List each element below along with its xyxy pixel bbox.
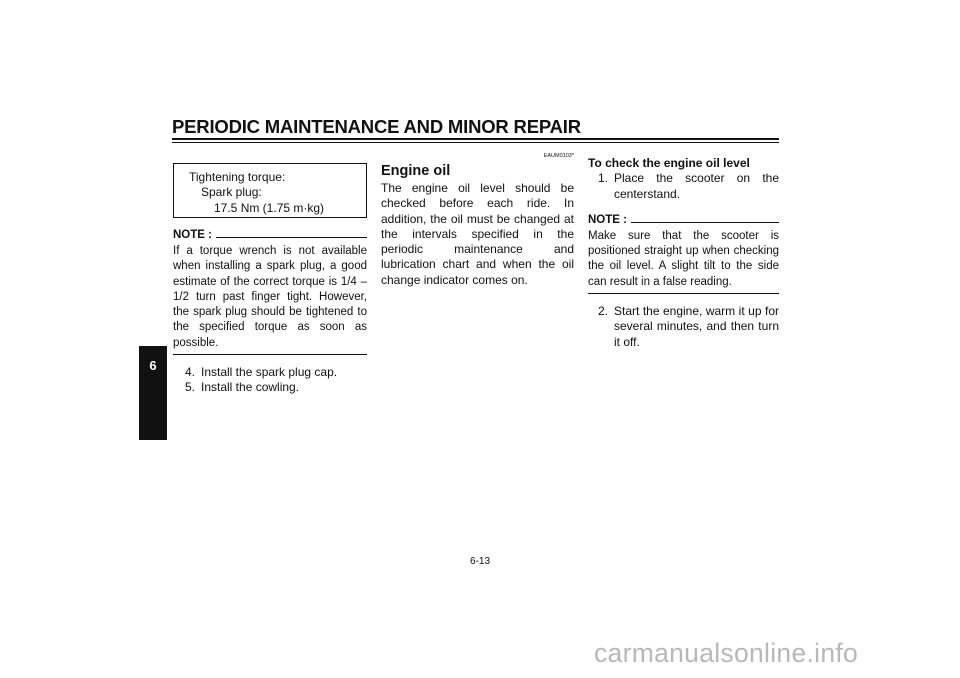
note-text: Make sure that the scooter is positioned straight up when checking the oil level. A slight tilt to the side can result in a false reading.: [588, 229, 779, 288]
note-label: NOTE :: [588, 213, 627, 226]
document-code: EAUM0103*: [543, 153, 574, 159]
subheading: To check the engine oil level: [588, 156, 750, 170]
chapter-tab: [139, 346, 167, 440]
step-number: 5.: [185, 380, 196, 395]
step-number: 4.: [185, 365, 196, 380]
note-rule: [631, 222, 779, 223]
right-column: [588, 156, 779, 350]
torque-value: 17.5 Nm (1.75 m·kg): [214, 200, 325, 215]
watermark: carmanualsonline.info: [594, 638, 859, 668]
left-column: [173, 163, 367, 396]
page-number: 6-13: [469, 556, 490, 567]
step-number: 2.: [598, 304, 609, 319]
torque-label: Tightening torque:: [189, 170, 286, 184]
note-label: NOTE :: [173, 228, 212, 241]
step-text: Install the spark plug cap.: [201, 365, 338, 380]
note-rule: [216, 237, 367, 238]
body-text: The engine oil level should be checked before each ride. In addition, the oil must be changed at the intervals specified in the periodic maintenance and lubrication chart and when the oil change indicator comes on.: [381, 181, 574, 287]
step-number: 1.: [598, 171, 609, 186]
note-header: [173, 228, 367, 243]
chapter-number: 6: [149, 358, 157, 373]
title-rule: [172, 138, 779, 140]
list-item: [598, 171, 779, 202]
note-header: [588, 213, 779, 228]
middle-column: [381, 153, 574, 288]
list-item: [185, 380, 367, 395]
torque-item: Spark plug:: [201, 185, 262, 200]
page-title: PERIODIC MAINTENANCE AND MINOR REPAIR: [172, 116, 581, 137]
step-text: Install the cowling.: [201, 380, 300, 395]
step-text: Start the engine, warm it up for several minutes, and then turn it off.: [614, 304, 779, 349]
note-text: If a torque wrench is not available when installing a spark plug, a good estimate of the correct torque is 1/4 – 1/2 turn past finger tight. However, the spark plug should be tightened to the specified torque as soon as possible.: [173, 245, 367, 349]
torque-spec-box: [173, 163, 367, 218]
title-rule-secondary: [172, 142, 779, 143]
list-item: [598, 304, 779, 350]
list-item: [185, 365, 367, 380]
step-text: Place the scooter on the centerstand.: [614, 171, 779, 201]
section-heading: Engine oil: [381, 163, 451, 179]
